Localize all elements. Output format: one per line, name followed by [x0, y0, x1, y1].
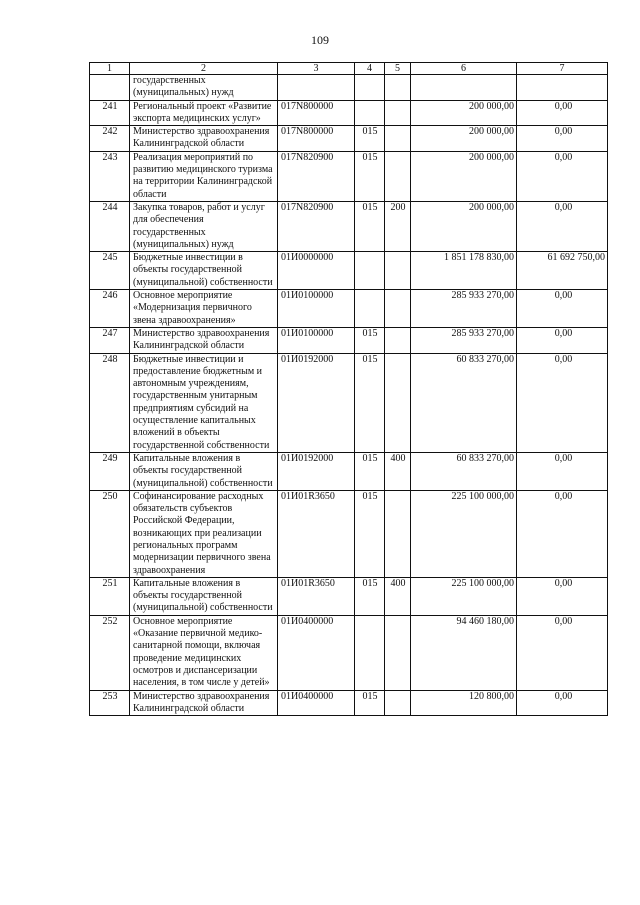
target-code-cell: 01И0400000 [278, 615, 355, 690]
expense-type-code-cell [385, 75, 411, 101]
amount-cell: 225 100 000,00 [411, 490, 517, 577]
target-code-cell: 01И0192000 [278, 452, 355, 490]
expense-name-cell: Капитальные вложения в объекты государственной (муниципальной) собственности [130, 577, 278, 615]
amount-cell: 200 000,00 [411, 126, 517, 152]
expense-name-cell: Софинансирование расходных обязательств субъектов Российской Федерации, возникающих при реализации региональных программ модернизации первичного звена здравоохранения [130, 490, 278, 577]
expense-name-cell: Основное мероприятие «Оказание первичной медико-санитарной помощи, включая проведение медицинских осмотров и диспансеризации населения, в том числе у детей» [130, 615, 278, 690]
row-number-cell: 248 [90, 353, 130, 452]
expense-type-code-cell [385, 353, 411, 452]
amount-secondary-cell: 0,00 [517, 327, 608, 353]
ministry-code-cell: 015 [355, 126, 385, 152]
target-code-cell [278, 75, 355, 101]
expense-name-cell: Министерство здравоохранения Калининградской области [130, 690, 278, 716]
expense-type-code-cell [385, 490, 411, 577]
amount-cell: 225 100 000,00 [411, 577, 517, 615]
expense-name-cell: Основное мероприятие «Модернизация первичного звена здравоохранения» [130, 290, 278, 328]
amount-secondary-cell: 0,00 [517, 577, 608, 615]
amount-cell: 60 833 270,00 [411, 353, 517, 452]
ministry-code-cell [355, 100, 385, 126]
amount-cell: 120 800,00 [411, 690, 517, 716]
expense-type-code-cell [385, 252, 411, 290]
target-code-cell: 01И0000000 [278, 252, 355, 290]
expense-name-cell: Региональный проект «Развитие экспорта медицинских услуг» [130, 100, 278, 126]
row-number-cell: 252 [90, 615, 130, 690]
amount-secondary-cell [517, 75, 608, 101]
target-code-cell: 01И0100000 [278, 327, 355, 353]
target-code-cell: 01И0192000 [278, 353, 355, 452]
table-row [90, 75, 608, 101]
ministry-code-cell: 015 [355, 452, 385, 490]
expense-type-code-cell: 400 [385, 577, 411, 615]
row-number-cell: 251 [90, 577, 130, 615]
expense-type-code-cell [385, 690, 411, 716]
budget-table [89, 62, 608, 716]
header-col-5: 5 [385, 63, 411, 75]
ministry-code-cell [355, 615, 385, 690]
amount-secondary-cell: 0,00 [517, 126, 608, 152]
target-code-cell: 01И0100000 [278, 290, 355, 328]
ministry-code-cell: 015 [355, 151, 385, 201]
amount-secondary-cell: 0,00 [517, 490, 608, 577]
table-row [90, 353, 608, 452]
table-row [90, 615, 608, 690]
table-row [90, 201, 608, 251]
table-row [90, 151, 608, 201]
row-number-cell: 246 [90, 290, 130, 328]
table-row [90, 327, 608, 353]
row-number-cell: 241 [90, 100, 130, 126]
expense-type-code-cell: 200 [385, 201, 411, 251]
table-row [90, 126, 608, 152]
expense-name-cell: Бюджетные инвестиции и предоставление бюджетным и автономным учреждениям, государственным унитарным предприятиям субсидий на осуществление капитальных вложений в объекты государственной собственности [130, 353, 278, 452]
table-row [90, 490, 608, 577]
target-code-cell: 017N820900 [278, 151, 355, 201]
amount-cell: 285 933 270,00 [411, 290, 517, 328]
amount-secondary-cell: 0,00 [517, 201, 608, 251]
ministry-code-cell: 015 [355, 353, 385, 452]
row-number-cell: 250 [90, 490, 130, 577]
expense-name-cell: Закупка товаров, работ и услуг для обеспечения государственных (муниципальных) нужд [130, 201, 278, 251]
row-number-cell [90, 75, 130, 101]
header-col-7: 7 [517, 63, 608, 75]
amount-cell [411, 75, 517, 101]
expense-name-cell: Бюджетные инвестиции в объекты государственной (муниципальной) собственности [130, 252, 278, 290]
target-code-cell: 01И0400000 [278, 690, 355, 716]
header-col-4: 4 [355, 63, 385, 75]
expense-type-code-cell [385, 126, 411, 152]
amount-cell: 200 000,00 [411, 100, 517, 126]
amount-secondary-cell: 61 692 750,00 [517, 252, 608, 290]
page-number: 109 [311, 33, 329, 47]
expense-type-code-cell [385, 100, 411, 126]
expense-type-code-cell [385, 327, 411, 353]
amount-cell: 285 933 270,00 [411, 327, 517, 353]
row-number-cell: 247 [90, 327, 130, 353]
ministry-code-cell: 015 [355, 201, 385, 251]
amount-secondary-cell: 0,00 [517, 690, 608, 716]
amount-secondary-cell: 0,00 [517, 353, 608, 452]
amount-secondary-cell: 0,00 [517, 151, 608, 201]
header-col-3: 3 [278, 63, 355, 75]
expense-name-cell: Министерство здравоохранения Калининградской области [130, 327, 278, 353]
table-row [90, 252, 608, 290]
ministry-code-cell: 015 [355, 490, 385, 577]
amount-secondary-cell: 0,00 [517, 615, 608, 690]
expense-type-code-cell [385, 151, 411, 201]
target-code-cell: 017N800000 [278, 126, 355, 152]
table-body [90, 75, 608, 716]
target-code-cell: 017N820900 [278, 201, 355, 251]
expense-type-code-cell [385, 615, 411, 690]
row-number-cell: 244 [90, 201, 130, 251]
header-row [90, 63, 608, 75]
row-number-cell: 249 [90, 452, 130, 490]
header-col-1: 1 [90, 63, 130, 75]
header-col-2: 2 [130, 63, 278, 75]
table-row [90, 577, 608, 615]
ministry-code-cell: 015 [355, 690, 385, 716]
amount-secondary-cell: 0,00 [517, 100, 608, 126]
amount-cell: 94 460 180,00 [411, 615, 517, 690]
ministry-code-cell [355, 290, 385, 328]
table-row [90, 690, 608, 716]
expense-name-cell: государственных (муниципальных) нужд [130, 75, 278, 101]
amount-cell: 200 000,00 [411, 201, 517, 251]
header-col-6: 6 [411, 63, 517, 75]
ministry-code-cell: 015 [355, 327, 385, 353]
amount-secondary-cell: 0,00 [517, 452, 608, 490]
target-code-cell: 01И01R3650 [278, 490, 355, 577]
expense-name-cell: Министерство здравоохранения Калининградской области [130, 126, 278, 152]
ministry-code-cell: 015 [355, 577, 385, 615]
table-row [90, 100, 608, 126]
expense-type-code-cell: 400 [385, 452, 411, 490]
target-code-cell: 01И01R3650 [278, 577, 355, 615]
row-number-cell: 242 [90, 126, 130, 152]
expense-name-cell: Реализация мероприятий по развитию медицинского туризма на территории Калининградской области [130, 151, 278, 201]
amount-cell: 60 833 270,00 [411, 452, 517, 490]
table-row [90, 452, 608, 490]
target-code-cell: 017N800000 [278, 100, 355, 126]
expense-name-cell: Капитальные вложения в объекты государственной (муниципальной) собственности [130, 452, 278, 490]
table-row [90, 290, 608, 328]
row-number-cell: 243 [90, 151, 130, 201]
amount-cell: 200 000,00 [411, 151, 517, 201]
ministry-code-cell [355, 252, 385, 290]
ministry-code-cell [355, 75, 385, 101]
amount-secondary-cell: 0,00 [517, 290, 608, 328]
row-number-cell: 245 [90, 252, 130, 290]
amount-cell: 1 851 178 830,00 [411, 252, 517, 290]
expense-type-code-cell [385, 290, 411, 328]
row-number-cell: 253 [90, 690, 130, 716]
